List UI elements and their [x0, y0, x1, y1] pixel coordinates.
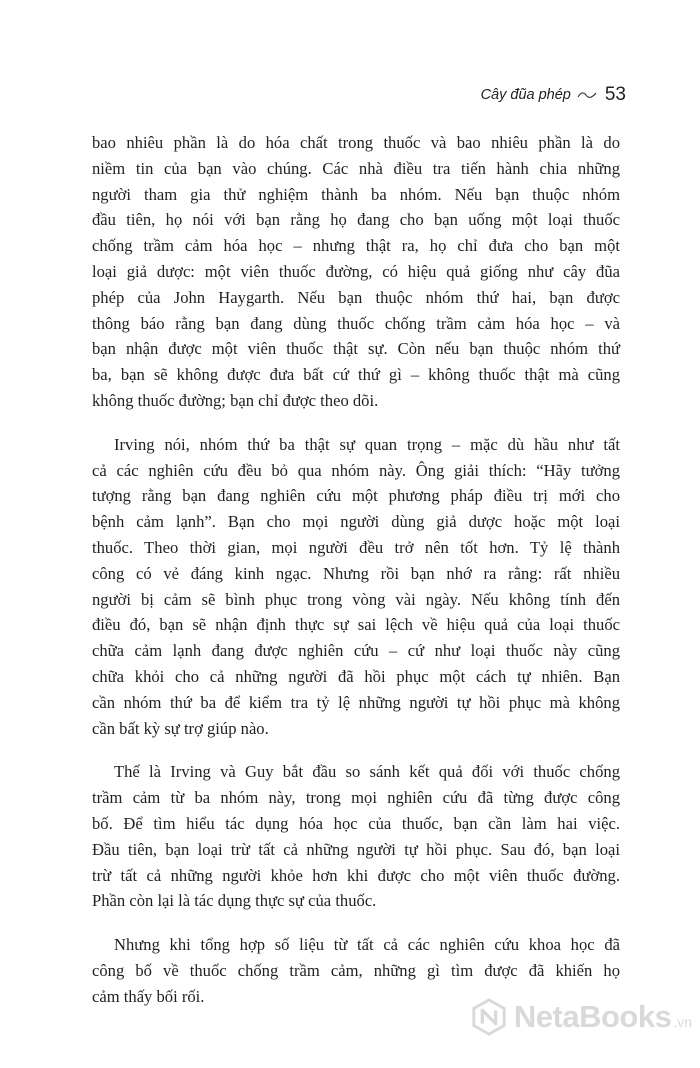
text-line: tượng rằng bạn đang nghiên cứu một phương pháp điều trị mới cho [92, 486, 620, 506]
swash-ornament-icon [577, 90, 597, 100]
text-line: bạn nhận được một viên thuốc thật sự. Còn nếu bạn thuộc nhóm thứ [92, 339, 620, 359]
text-line: loại giả dược: một viên thuốc đường, có hiệu quả giống như cây đũa [92, 261, 620, 281]
text-line: chống trầm cảm hóa học – nhưng thật ra, họ chỉ đưa cho bạn một [92, 236, 620, 256]
text-line: không thuốc đường; bạn chỉ được theo dõi. [92, 390, 379, 410]
text-line: trầm cảm từ ba nhóm này, trong mọi nghiên cứu đã từng được công [92, 788, 620, 808]
text-line: bao nhiêu phần là do hóa chất trong thuốc và bao nhiêu phần là do [92, 133, 620, 152]
text-line: bố. Để tìm hiểu tác dụng hóa học của thuốc, bạn cần làm hai việc. [92, 813, 620, 833]
text-line: chữa cảm lạnh đang được nghiên cứu – cứ như loại thuốc này cũng [92, 641, 620, 661]
watermark-brand: NetaBooks [513, 999, 672, 1034]
text-line: thông báo rằng bạn đang dùng thuốc chống trầm cảm hóa học – và [92, 313, 620, 333]
text-line: ba, bạn sẽ không được đưa bất cứ thứ gì – không thuốc thật mà cũng [92, 365, 620, 385]
paragraph-2 [92, 432, 620, 742]
page-number: 53 [604, 84, 626, 105]
text-line: cần bất kỳ sự trợ giúp nào. [92, 718, 269, 738]
text-line: chữa khỏi cho cả những người đã hồi phục một cách tự nhiên. Bạn [92, 666, 620, 686]
text-line: Thế là Irving và Guy bắt đầu so sánh kết quả đối với thuốc chống [114, 762, 620, 782]
text-line: người tham gia thử nghiệm thành ba nhóm. Nếu bạn thuộc nhóm [92, 184, 620, 204]
text-line: công có vẻ đáng kinh ngạc. Nhưng rồi bạn nhớ ra rằng: rất nhiều [92, 563, 620, 583]
text-line: phép của John Haygarth. Nếu bạn thuộc nhóm thứ hai, bạn được [92, 287, 620, 307]
body-text [92, 130, 620, 1028]
text-line: người bị cảm sẽ bình phục trong vòng vài ngày. Nếu không tính đến [92, 589, 620, 609]
netabooks-logo-icon [470, 998, 508, 1036]
text-line: công bố về thuốc chống trầm cảm, những gì tìm được đã khiến họ [92, 960, 620, 980]
text-line: Irving nói, nhóm thứ ba thật sự quan trọng – mặc dù hầu như tất [114, 434, 620, 454]
text-line: cảm thấy bối rối. [92, 986, 205, 1006]
text-line: Nhưng khi tổng hợp số liệu từ tất cả các nghiên cứu khoa học đã [114, 935, 620, 955]
paragraph-3 [92, 759, 620, 914]
text-line: cả các nghiên cứu đều bỏ qua nhóm này. Ông giải thích: “Hãy tưởng [92, 460, 620, 480]
running-title: Cây đũa phép [480, 87, 571, 103]
text-line: đầu tiên, họ nói với bạn rằng họ đang cho bạn uống một loại thuốc [92, 210, 620, 230]
text-line: bệnh cảm lạnh”. Bạn cho mọi người dùng giả dược hoặc một loại [92, 512, 620, 532]
text-line: điều đó, bạn sẽ nhận định thực sự sai lệch về hiệu quả của loại thuốc [92, 615, 620, 635]
netabooks-watermark [470, 998, 692, 1036]
watermark-suffix: .vn [673, 1014, 692, 1030]
text-line: trừ tất cả những người khỏe hơn khi được cho một viên thuốc đường. [92, 865, 620, 885]
text-line: niềm tin của bạn vào chúng. Các nhà điều tra tiến hành chia những [92, 158, 620, 178]
text-line: thuốc. Theo thời gian, mọi người đều trở nên tốt hơn. Tỷ lệ thành [92, 537, 620, 557]
running-header [481, 84, 626, 106]
text-line: Phần còn lại là tác dụng thực sự của thuốc. [92, 891, 377, 911]
text-line: cần nhóm thứ ba để kiểm tra tỷ lệ những người tự hồi phục mà không [92, 692, 620, 712]
paragraph-1 [92, 130, 620, 414]
text-line: Đầu tiên, bạn loại trừ tất cả những người tự hồi phục. Sau đó, bạn loại [92, 839, 620, 859]
